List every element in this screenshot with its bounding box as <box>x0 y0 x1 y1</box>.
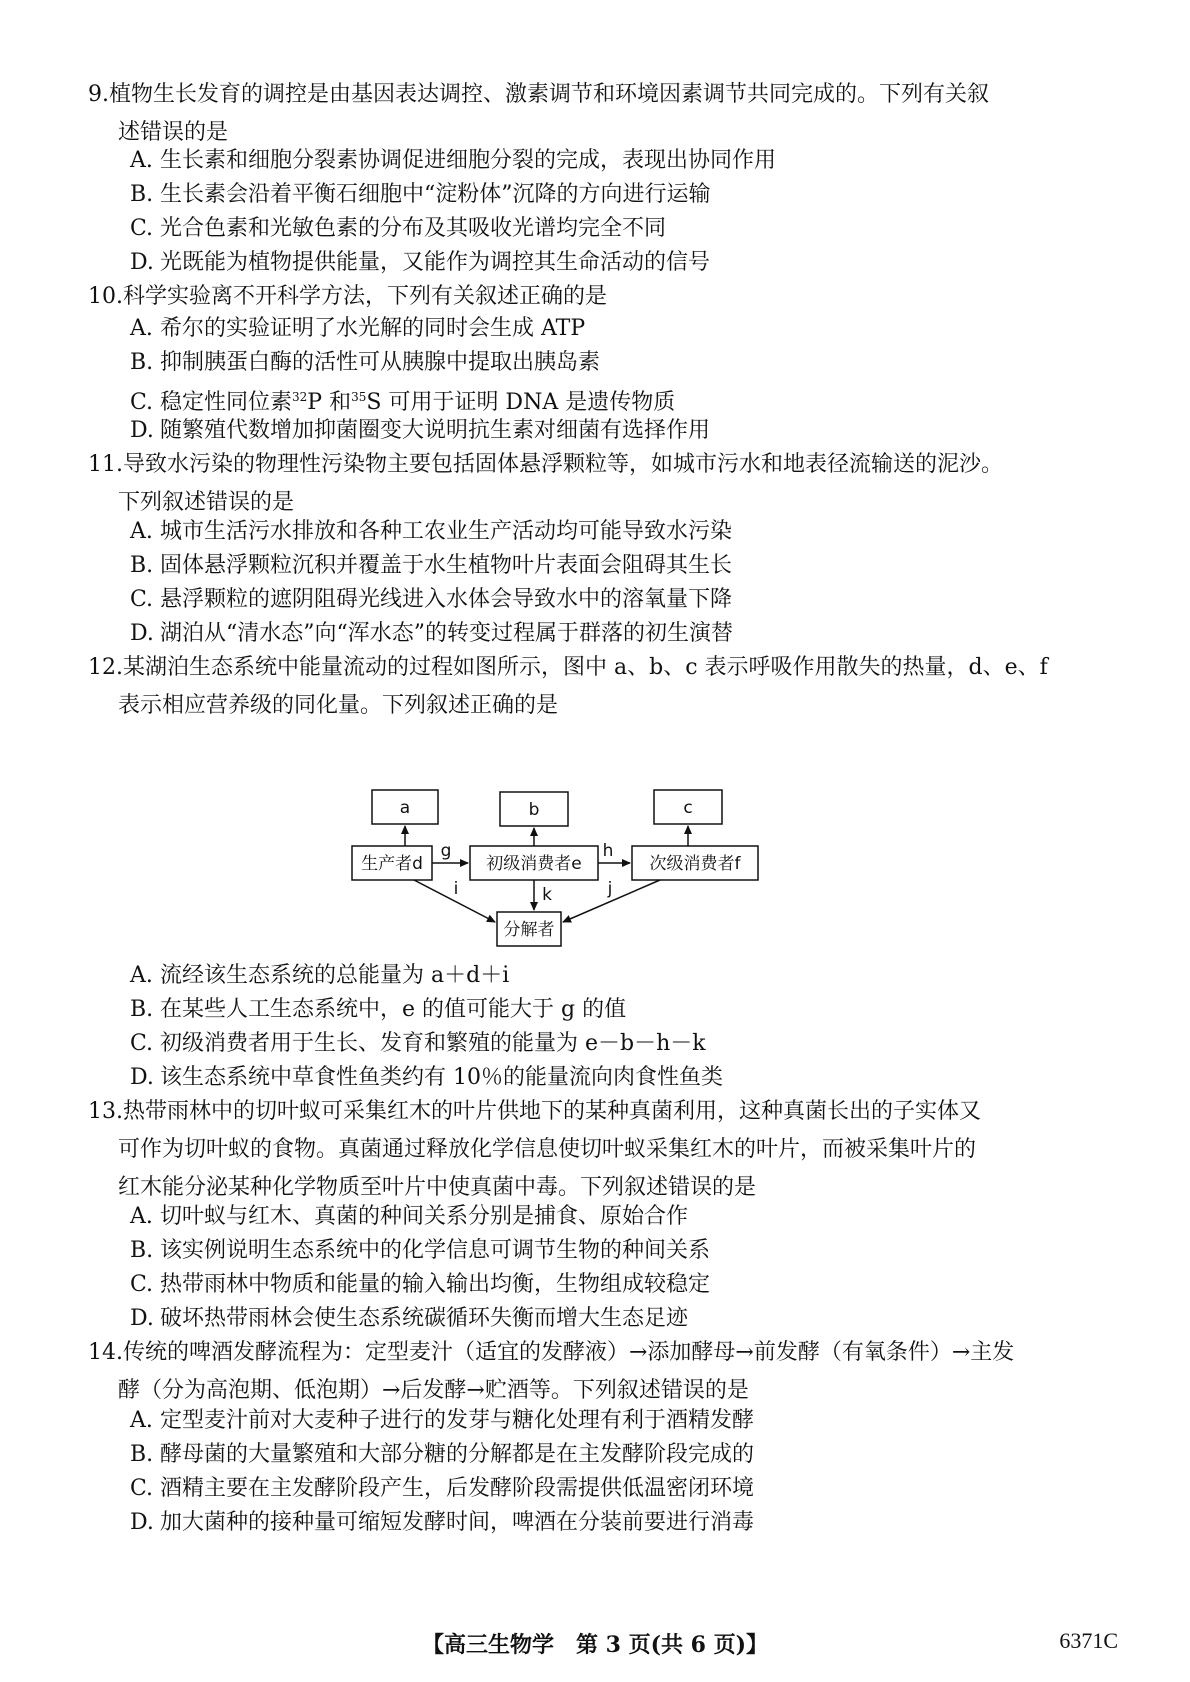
decomposer-label: 分解者 <box>503 920 555 940</box>
question-10-option-c: C. 稳定性同位素$^{32}$P 和$^{35}$S 可用于证明 DNA 是遗传物质 <box>130 390 676 415</box>
question-12-option-c: C. 初级消费者用于生长、发育和繁殖的能量为 e－b－h－k <box>130 1031 706 1056</box>
stem-text: 红木能分泌某种化学物质至叶片中使真菌中毒。下列叙述错误的是 <box>118 1175 757 1200</box>
question-13-stem <box>88 1093 1128 1207</box>
question-14-option-d: D. 加大菌种的接种量可缩短发酵时间，啤酒在分装前要进行消毒 <box>130 1510 755 1535</box>
question-9-option-d: D. 光既能为植物提供能量，又能作为调控其生命活动的信号 <box>130 250 711 275</box>
question-number: 10. <box>88 284 123 309</box>
stem-text: 热带雨林中的切叶蚁可采集红木的叶片供地下的某种真菌利用，这种真菌长出的子实体又 <box>123 1099 982 1124</box>
question-14-option-b: B. 酵母菌的大量繁殖和大部分糖的分解都是在主发酵阶段完成的 <box>130 1442 755 1467</box>
question-13-option-c: C. 热带雨林中物质和能量的输入输出均衡，生物组成较稳定 <box>130 1272 711 1297</box>
question-number: 9. <box>88 82 109 107</box>
question-10-option-a: A. 希尔的实验证明了水光解的同时会生成 ATP <box>130 316 586 341</box>
stem-text: 下列叙述错误的是 <box>118 490 295 515</box>
question-11-stem <box>88 446 1128 522</box>
stem-text: 植物生长发育的调控是由基因表达调控、激素调节和环境因素调节共同完成的。下列有关叙 <box>109 82 990 107</box>
energy-flow-diagram <box>361 790 860 950</box>
question-number: 13. <box>88 1099 123 1124</box>
question-12-option-a: A. 流经该生态系统的总能量为 a＋d＋i <box>130 963 510 988</box>
question-10-option-b: B. 抑制胰蛋白酶的活性可从胰腺中提取出胰岛素 <box>130 350 601 375</box>
exam-code: 6371C <box>1059 1628 1118 1653</box>
heat-box-c-label: c <box>683 798 693 818</box>
question-11-option-a: A. 城市生活污水排放和各种工农业生产活动均可能导致水污染 <box>130 519 733 544</box>
question-14-option-c: C. 酒精主要在主发酵阶段产生，后发酵阶段需提供低温密闭环境 <box>130 1476 755 1501</box>
question-13-option-a: A. 切叶蚁与红木、真菌的种间关系分别是捕食、原始合作 <box>130 1204 689 1229</box>
question-9-option-b: B. 生长素会沿着平衡石细胞中“淀粉体”沉降的方向进行运输 <box>130 182 711 207</box>
label-i: i <box>453 879 459 899</box>
stem-text: 导致水污染的物理性污染物主要包括固体悬浮颗粒等，如城市污水和地表径流输送的泥沙。 <box>123 452 1004 477</box>
question-12-option-b: B. 在某些人工生态系统中，e 的值可能大于 g 的值 <box>130 997 627 1022</box>
primary-consumer-label: 初级消费者e <box>486 854 582 874</box>
heat-box-a-label: a <box>399 798 411 818</box>
question-9-option-c: C. 光合色素和光敏色素的分布及其吸收光谱均完全不同 <box>130 216 667 241</box>
stem-text: 科学实验离不开科学方法，下列有关叙述正确的是 <box>123 284 608 309</box>
stem-text: 传统的啤酒发酵流程为：定型麦汁（适宜的发酵液）→添加酵母→前发酵（有氧条件）→主发 <box>123 1340 1015 1365</box>
stem-text: 表示相应营养级的同化量。下列叙述正确的是 <box>118 693 559 718</box>
question-number: 11. <box>88 452 123 477</box>
footer-title: 【高三生物学 第 3 页(共 6 页)】 <box>421 1632 769 1658</box>
question-13-option-b: B. 该实例说明生态系统中的化学信息可调节生物的种间关系 <box>130 1238 711 1263</box>
stem-text: 某湖泊生态系统中能量流动的过程如图所示，图中 a、b、c 表示呼吸作用散失的热量，d、e、f <box>123 655 1048 680</box>
question-11-option-b: B. 固体悬浮颗粒沉积并覆盖于水生植物叶片表面会阻碍其生长 <box>130 553 733 578</box>
question-12-option-d: D. 该生态系统中草食性鱼类约有 10％的能量流向肉食性鱼类 <box>130 1065 723 1090</box>
secondary-consumer-label: 次级消费者f <box>649 854 741 874</box>
question-10-option-d: D. 随繁殖代数增加抑菌圈变大说明抗生素对细菌有选择作用 <box>130 418 711 443</box>
question-number: 12. <box>88 655 123 680</box>
question-9-stem <box>88 76 1128 152</box>
stem-text: 述错误的是 <box>118 120 229 145</box>
label-h: h <box>602 841 614 861</box>
label-j: j <box>607 879 613 899</box>
heat-box-b-label: b <box>528 800 540 820</box>
question-11-option-d: D. 湖泊从“清水态”向“浑水态”的转变过程属于群落的初生演替 <box>130 621 733 646</box>
label-k: k <box>542 885 552 905</box>
question-11-option-c: C. 悬浮颗粒的遮阴阻碍光线进入水体会导致水中的溶氧量下降 <box>130 587 733 612</box>
stem-text: 可作为切叶蚁的食物。真菌通过释放化学信息使切叶蚁采集红木的叶片，而被采集叶片的 <box>118 1137 977 1162</box>
stem-text: 酵（分为高泡期、低泡期）→后发酵→贮酒等。下列叙述错误的是 <box>118 1378 749 1403</box>
question-14-stem <box>88 1334 1128 1410</box>
question-12-stem <box>88 649 1128 725</box>
label-g: g <box>440 841 452 861</box>
question-number: 14. <box>88 1340 123 1365</box>
producer-label: 生产者d <box>361 854 423 874</box>
question-14-option-a: A. 定型麦汁前对大麦种子进行的发芽与糖化处理有利于酒精发酵 <box>130 1408 755 1433</box>
question-13-option-d: D. 破坏热带雨林会使生态系统碳循环失衡而增大生态足迹 <box>130 1306 689 1331</box>
question-9-option-a: A. 生长素和细胞分裂素协调促进细胞分裂的完成，表现出协同作用 <box>130 148 777 173</box>
